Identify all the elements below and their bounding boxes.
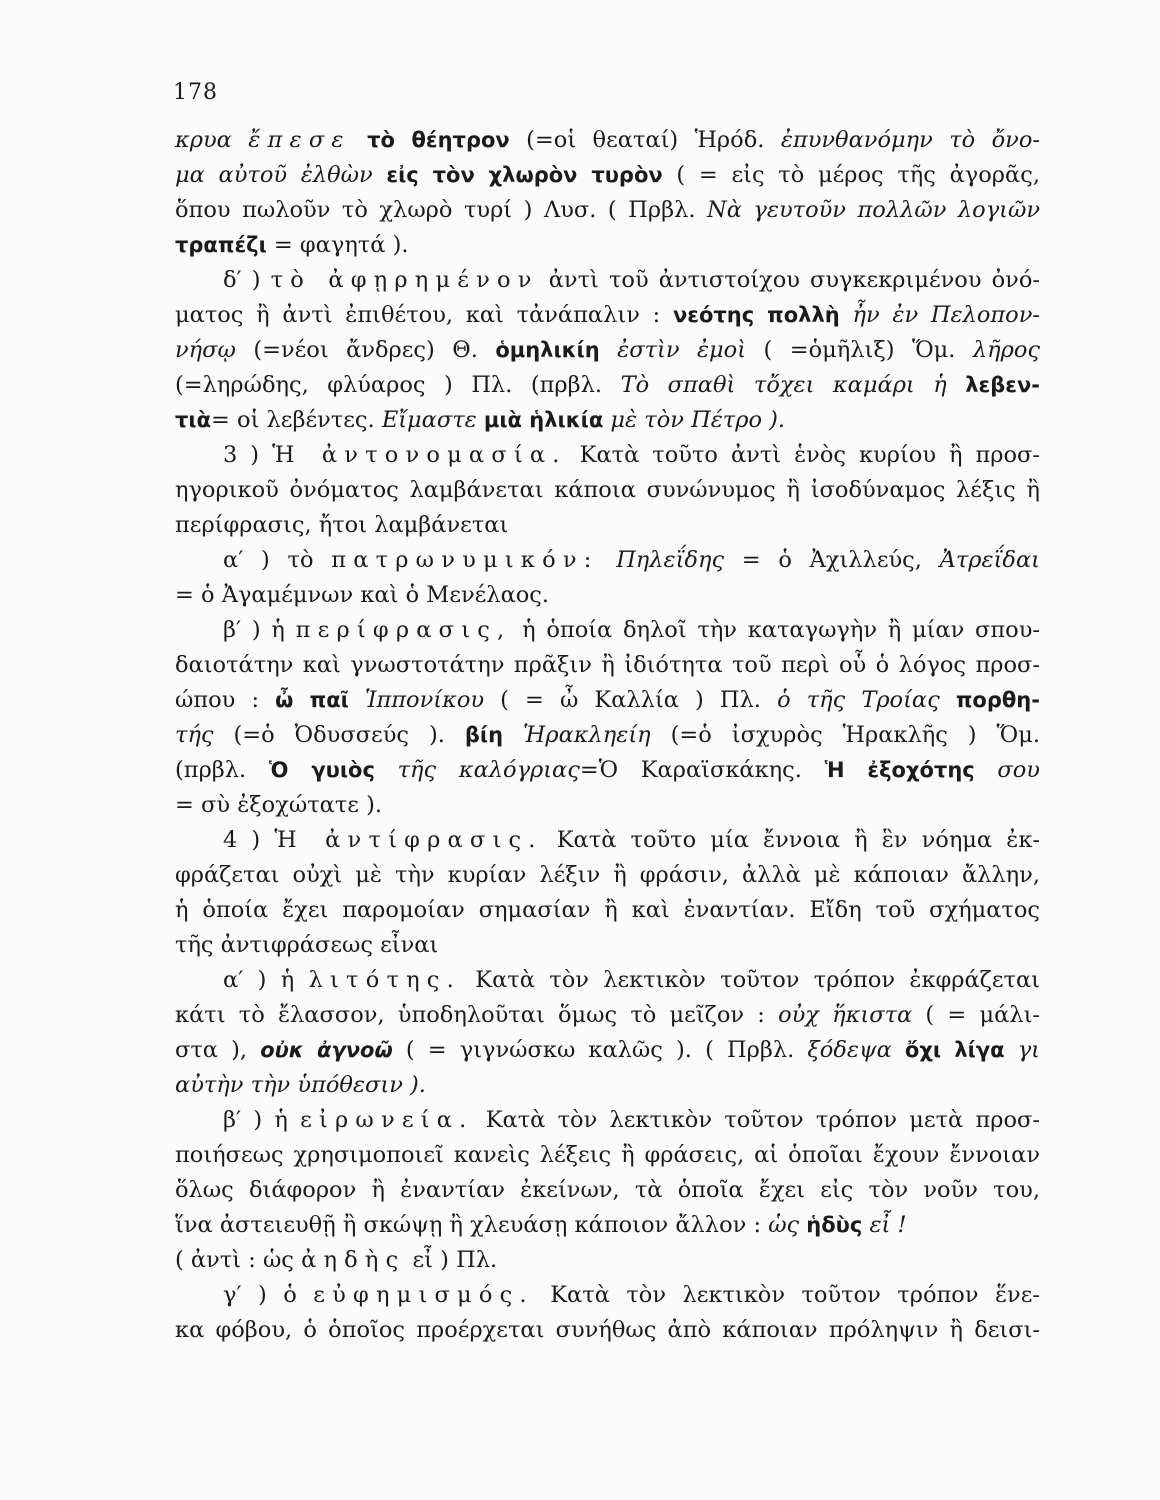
text-segment: φράζεται οὐχὶ μὲ τὴν κυρίαν λέξιν ἢ φράσιν, ἀλλὰ μὲ κάποιαν ἄλλην, xyxy=(175,862,1040,888)
text-segment: εἰρωνεία. xyxy=(300,1107,474,1133)
text-segment: ἔπεσε xyxy=(248,127,351,153)
text-segment: β′ ) ἡ xyxy=(223,1107,301,1133)
text-segment: ὄχι λίγα xyxy=(904,1038,1005,1062)
text-segment: Ἡ ἐξοχότης xyxy=(824,758,975,782)
text-segment: περίφρασις, ἤτοι λαμβάνεται xyxy=(175,512,509,538)
text-line xyxy=(175,1243,1040,1278)
text-segment: 4 ) xyxy=(223,827,275,853)
text-segment: μὲ τὸν Πέτρο ). xyxy=(603,407,786,433)
text-segment: γ′ ) ὁ xyxy=(223,1282,314,1308)
text-segment: ὅπου πωλοῦν τὸ χλωρὸ τυρί ) Λυσ. ( Πρβλ. xyxy=(175,197,708,223)
text-segment: γι xyxy=(1004,1037,1040,1063)
text-segment: ξόδεψα xyxy=(807,1037,905,1063)
text-line xyxy=(175,578,1040,613)
text-line xyxy=(175,1068,1040,1103)
text-segment: Νὰ γευτοῦν πολλῶν λογιῶν xyxy=(707,197,1040,223)
text-line xyxy=(175,158,1040,193)
text-segment: (=οἱ θεαταί) Ἡρόδ. xyxy=(509,127,781,153)
text-line xyxy=(175,613,1040,648)
text-segment: ( = εἰς τὸ μέρος τῆς ἀγορᾶς, xyxy=(662,162,1040,188)
text-segment: εἶ ) Πλ. xyxy=(405,1247,498,1273)
text-segment: ἵνα ἀστειευθῇ ἢ σκώψῃ ἢ χλευάσῃ κάποιον ἄλλον : xyxy=(175,1212,769,1238)
text-segment: λιτότης. xyxy=(308,967,461,993)
text-line xyxy=(175,648,1040,683)
text-segment: κα φόβου, ὁ ὁποῖος προέρχεται συνήθως ἀπὸ κάποιαν πρόληψιν ἢ δεισι- xyxy=(175,1317,1040,1343)
text-segment: τῆς καλόγριας xyxy=(374,757,580,783)
text-segment: οὐκ ἀγνοῶ xyxy=(260,1038,393,1062)
text-segment: = ὁ Ἀγαμέμνων καὶ ὁ Μενέλαος. xyxy=(175,582,550,608)
text-line xyxy=(175,683,1040,718)
text-line xyxy=(175,228,1040,263)
text-segment: =Ὁ Καραϊσκάκης. xyxy=(579,757,825,783)
text-segment: εἰς τὸν χλωρὸν τυρὸν xyxy=(386,163,663,187)
text-segment: ἀηδὴς xyxy=(301,1247,406,1273)
text-segment: περίφρασις, xyxy=(295,617,512,643)
text-segment: (=ὁ ἰσχυρὸς Ἡρακλῆς ) Ὅμ. xyxy=(650,722,1041,748)
text-line xyxy=(175,263,1040,298)
text-segment: ἡδὺς xyxy=(806,1213,863,1237)
text-segment: τὸ ἀφῃρημένον xyxy=(270,267,539,293)
text-segment: β′ ) ἡ xyxy=(223,617,296,643)
text-segment: Ἱππονίκου xyxy=(348,687,485,713)
text-line xyxy=(175,998,1040,1033)
text-segment: τῆς ἀντιφράσεως εἶναι xyxy=(175,932,439,958)
text-segment: μιὰ ἡλικία xyxy=(483,408,604,432)
text-line xyxy=(175,333,1040,368)
text-line xyxy=(175,403,1040,438)
text-segment: ἦν ἐν Πελοπον- xyxy=(839,302,1041,328)
text-segment: τὸ θέητρον xyxy=(367,128,510,152)
text-segment: = φαγητά ). xyxy=(266,232,409,258)
text-line xyxy=(175,1173,1040,1208)
text-segment: (πρβλ. xyxy=(175,757,269,783)
text-segment: εἶ ! xyxy=(862,1212,907,1238)
text-segment: πορθη- xyxy=(955,688,1040,712)
text-segment: α′ ) ἡ xyxy=(223,967,309,993)
text-segment: σου xyxy=(974,757,1040,783)
text-line xyxy=(175,123,1040,158)
text-segment: Ἡ ἀντίφρασις. xyxy=(274,827,543,853)
text-line xyxy=(175,963,1040,998)
text-segment: ὦ παῖ xyxy=(275,688,349,712)
text-segment: ἡ ὁποία ἔχει παρομοίαν σημασίαν ἢ καὶ ἐναντίαν. Εἴδη τοῦ σχήματος xyxy=(175,897,1040,923)
text-segment: ἐστὶν ἐμοὶ xyxy=(599,337,747,363)
text-segment: Εἴμαστε xyxy=(381,407,484,433)
text-segment: = οἱ λεβέντες. xyxy=(211,407,382,433)
text-segment: ἐπυνθανόμην τὸ ὄνο- xyxy=(780,127,1040,153)
text-segment: ηγορικοῦ ὀνόματος λαμβάνεται κάποια συνώνυμος ἢ ἰσοδύναμος λέξις ἢ xyxy=(175,477,1040,503)
text-segment: τής xyxy=(175,722,214,748)
text-segment: βίη xyxy=(464,723,504,747)
text-segment: ὅλως διάφορον ἢ ἐναντίαν ἐκείνων, τὰ ὁποῖα ἔχει εἰς τὸν νοῦν του, xyxy=(175,1177,1040,1203)
text-segment: Κατὰ τὸν λεκτικὸν τοῦτον τρόπον ἕνε- xyxy=(533,1282,1040,1308)
text-segment: νήσῳ xyxy=(175,337,236,363)
text-line xyxy=(175,823,1040,858)
text-segment: (=ὁ Ὀδυσσεύς ). xyxy=(213,722,465,748)
text-segment: Ἀτρεΐδαι xyxy=(939,547,1040,573)
text-line xyxy=(175,788,1040,823)
text-segment: ὁ τῆς Τροίας xyxy=(777,687,956,713)
text-line xyxy=(175,298,1040,333)
text-segment: ( ἀντὶ : ὡς xyxy=(175,1247,302,1273)
text-segment: ( = μάλι- xyxy=(912,1002,1040,1028)
text-line xyxy=(175,928,1040,963)
text-line xyxy=(175,1208,1040,1243)
text-segment: νεότης πολλὴ xyxy=(672,303,840,327)
text-segment: ( = ὦ Καλλία ) Πλ. xyxy=(484,687,778,713)
text-segment: δαιοτάτην καὶ γνωστοτάτην πρᾶξιν ἢ ἰδιότητα τοῦ περὶ οὗ ὁ λόγος προσ- xyxy=(175,652,1040,678)
text-segment: τραπέζι xyxy=(175,233,267,257)
text-segment: ὁμηλικίη xyxy=(495,338,600,362)
text-segment: ώπου : xyxy=(175,687,276,713)
text-segment: = ὁ Ἀχιλλεύς, xyxy=(724,547,940,573)
text-segment: ( = γιγνώσκω καλῶς ). ( Πρβλ. xyxy=(392,1037,808,1063)
text-segment: κρυα xyxy=(175,127,249,153)
text-line xyxy=(175,1313,1040,1348)
text-segment: δ′ ) xyxy=(223,267,271,293)
text-segment: Τὸ σπαθὶ τὄχει καμάρι ἡ xyxy=(620,372,966,398)
text-line xyxy=(175,438,1040,473)
text-body xyxy=(175,123,1040,1348)
text-segment: οὐχ ἥκιστα xyxy=(778,1002,913,1028)
text-segment: κάτι τὸ ἔλασσον, ὑποδηλοῦται ὅμως τὸ μεῖζον : xyxy=(175,1002,779,1028)
text-segment: Κατὰ τοῦτο ἀντὶ ἑνὸς κυρίου ἢ προσ- xyxy=(566,442,1040,468)
text-line xyxy=(175,368,1040,403)
text-segment xyxy=(351,127,367,153)
text-segment: ἀντὶ τοῦ ἀντιστοίχου συγκεκριμένου ὀνό- xyxy=(538,267,1040,293)
text-segment: ποιήσεως χρησιμοποιεῖ κανεὶς λέξεις ἢ φράσεις, αἱ ὁποῖαι ἔχουν ἔννοιαν xyxy=(175,1142,1040,1168)
text-segment: Ὁ γυιὸς xyxy=(268,758,375,782)
text-line xyxy=(175,893,1040,928)
text-segment: Κατὰ τοῦτο μία ἔννοια ἢ ἓν νόημα ἐκ- xyxy=(542,827,1040,853)
text-segment: Πηλεΐδης xyxy=(598,547,725,573)
text-line xyxy=(175,193,1040,228)
text-segment: εὐφημισμός. xyxy=(313,1282,534,1308)
text-line xyxy=(175,1033,1040,1068)
text-segment: τιὰ xyxy=(175,408,212,432)
text-segment: ( =ὁμῆλιξ) Ὅμ. xyxy=(746,337,973,363)
text-line xyxy=(175,543,1040,578)
text-segment: ματος ἢ ἀντὶ ἐπιθέτου, καὶ τἀνάπαλιν : xyxy=(175,302,673,328)
text-line xyxy=(175,718,1040,753)
text-line xyxy=(175,1103,1040,1138)
text-segment: λῆρος xyxy=(972,337,1040,363)
text-segment: στα ), xyxy=(175,1037,261,1063)
text-segment: Κατὰ τὸν λεκτικὸν τοῦτον τρόπον μετὰ προσ- xyxy=(473,1107,1040,1133)
text-segment: Κατὰ τὸν λεκτικὸν τοῦτον τρόπον ἐκφράζεται xyxy=(460,967,1040,993)
text-segment: 3 ) xyxy=(223,442,273,468)
text-segment: μα αὐτοῦ ἐλθὼν xyxy=(175,162,387,188)
text-segment: Ἡρακληείη xyxy=(503,722,651,748)
text-segment: = σὺ ἐξοχώτατε ). xyxy=(175,792,383,818)
text-segment: ὡς xyxy=(768,1212,807,1238)
text-line xyxy=(175,508,1040,543)
text-segment: Ἡ ἀντονομασία. xyxy=(272,442,567,468)
text-segment: ἡ ὁποία δηλοῖ τὴν καταγωγὴν ἢ μίαν σπου- xyxy=(511,617,1040,643)
text-segment: λεβεν- xyxy=(965,373,1040,397)
text-segment: (=ληρώδης, φλύαρος ) Πλ. (πρβλ. xyxy=(175,372,621,398)
text-segment: (=νέοι ἄνδρες) Θ. xyxy=(235,337,496,363)
text-line xyxy=(175,473,1040,508)
text-segment: α′ ) τὸ xyxy=(223,547,332,573)
text-segment: αὐτὴν τὴν ὑπόθεσιν ). xyxy=(175,1072,426,1098)
text-line xyxy=(175,753,1040,788)
text-line xyxy=(175,1278,1040,1313)
text-line xyxy=(175,1138,1040,1173)
page-number: 178 xyxy=(173,80,218,105)
text-segment: πατρωνυμικόν: xyxy=(331,547,599,573)
text-line xyxy=(175,858,1040,893)
